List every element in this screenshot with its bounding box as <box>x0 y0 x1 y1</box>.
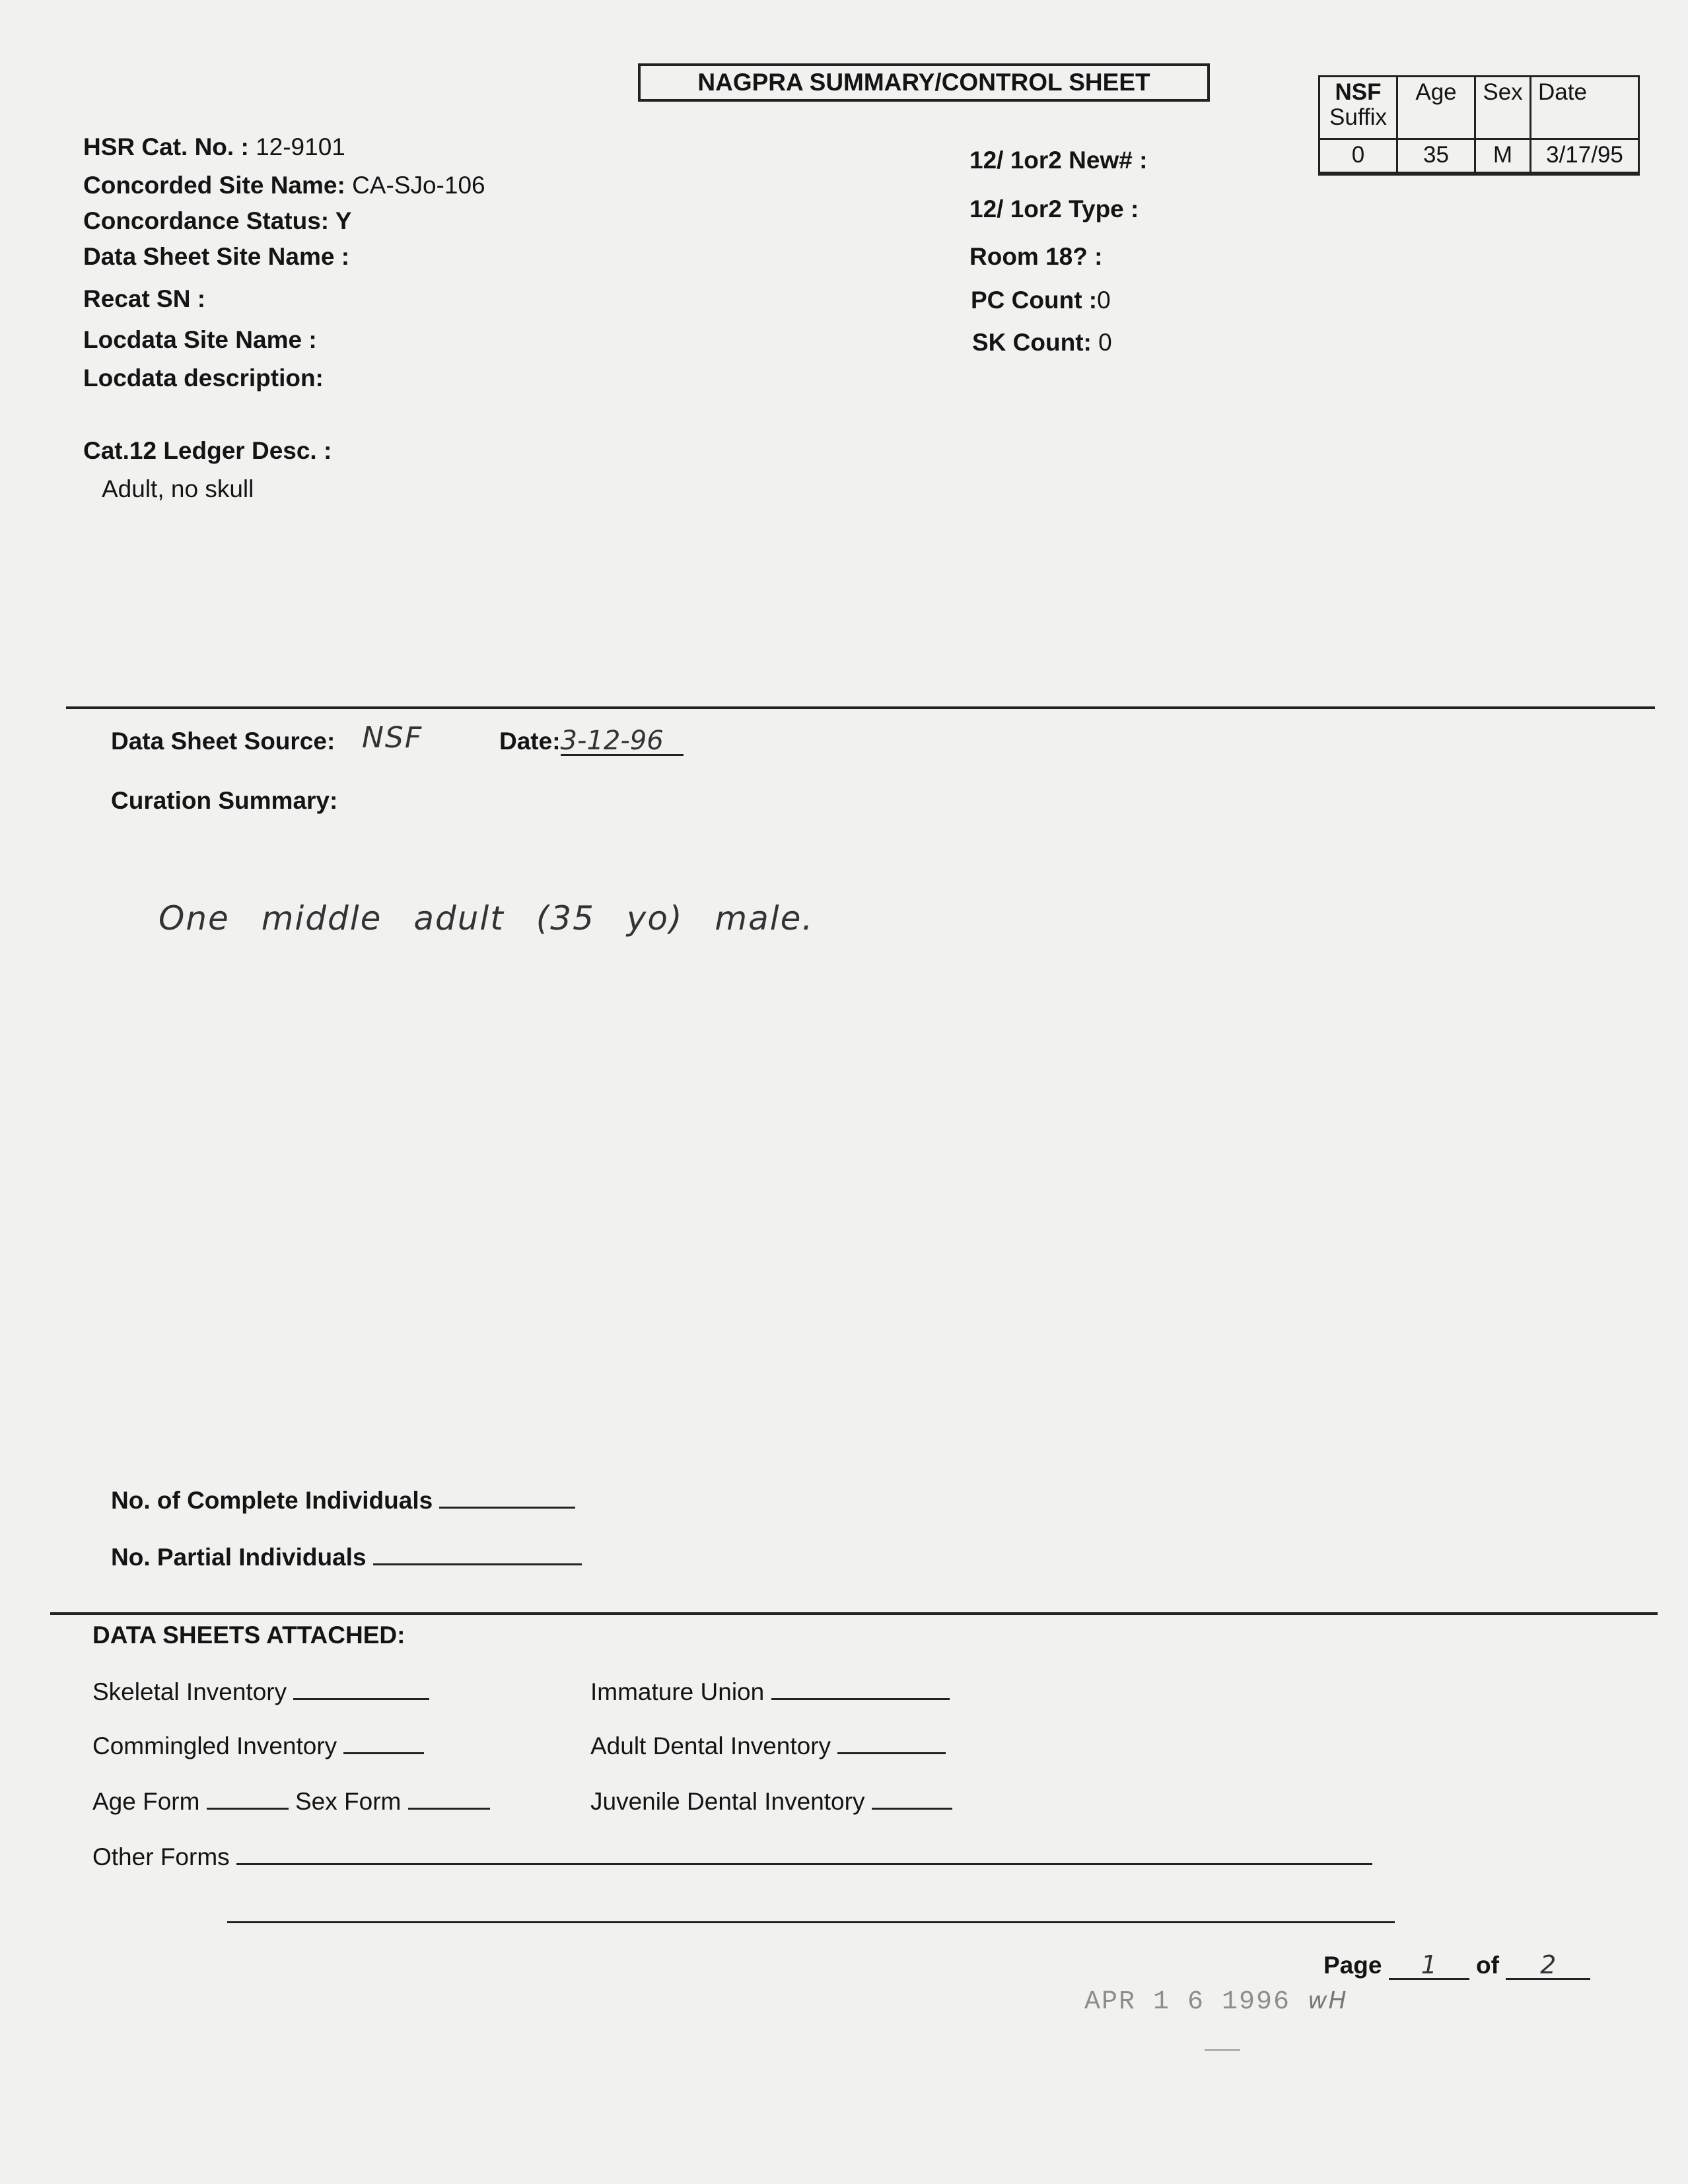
of-label: of <box>1476 1952 1499 1979</box>
pc-count-value: 0 <box>1097 287 1111 314</box>
source-date-field <box>499 728 684 756</box>
date-value: 3/17/95 <box>1531 139 1639 174</box>
juvenile-dental-label: Juvenile Dental Inventory <box>590 1788 865 1815</box>
hsr-cat-field <box>83 133 345 161</box>
partial-individuals-blank <box>373 1563 582 1565</box>
source-date-value: 3-12-96 <box>561 728 684 756</box>
sk-count-label: SK Count: <box>972 329 1092 356</box>
partial-individuals-label: No. Partial Individuals <box>111 1544 367 1571</box>
adult-dental-blank <box>837 1752 946 1754</box>
adult-dental-field <box>590 1732 946 1760</box>
received-date-stamp <box>1084 1987 1348 2017</box>
sex-form-label: Sex Form <box>295 1788 402 1815</box>
sk-count-field <box>972 329 1112 357</box>
room-18-label: Room 18? : <box>969 243 1103 270</box>
age-sex-form-field <box>92 1788 490 1816</box>
ledger-desc-label: Cat.12 Ledger Desc. : <box>83 437 332 464</box>
other-forms-blank <box>236 1862 1372 1865</box>
page-title: NAGPRA SUMMARY/CONTROL SHEET <box>638 63 1210 102</box>
data-sheet-source-label: Data Sheet Source: <box>111 728 335 755</box>
concorded-site-value: CA-SJo-106 <box>352 172 485 199</box>
commingled-inventory-field <box>92 1732 424 1760</box>
age-form-label: Age Form <box>92 1788 200 1815</box>
page-label: Page <box>1323 1952 1382 1979</box>
locdata-site-name-label: Locdata Site Name : <box>83 326 317 353</box>
age-value: 35 <box>1397 139 1475 174</box>
age-header <box>1397 77 1475 139</box>
date-header-text: Date <box>1538 79 1587 105</box>
other-forms-blank-2 <box>227 1921 1395 1923</box>
concorded-site-field <box>83 172 485 199</box>
immature-union-blank <box>771 1697 950 1700</box>
type-label: 12/ 1or2 Type : <box>969 195 1139 222</box>
new-number-label: 12/ 1or2 New# : <box>969 147 1148 174</box>
nsf-summary-table <box>1318 75 1640 176</box>
data-sheet-source-value: NSF <box>362 721 423 755</box>
commingled-inventory-label: Commingled Inventory <box>92 1732 337 1759</box>
sk-count-value: 0 <box>1098 329 1112 356</box>
nsf-suffix-header <box>1319 77 1397 139</box>
curation-summary-label: Curation Summary: <box>111 787 338 814</box>
nsf-header-line1: NSF <box>1335 79 1382 105</box>
age-header-text: Age <box>1415 79 1457 105</box>
data-sheets-attached-heading: DATA SHEETS ATTACHED: <box>92 1621 405 1649</box>
stamp-mark <box>1205 2049 1240 2051</box>
other-forms-field <box>92 1843 1372 1871</box>
page-value: 1 <box>1389 1952 1469 1980</box>
page-total-value: 2 <box>1506 1952 1590 1980</box>
nsf-suffix-value: 0 <box>1319 139 1397 174</box>
pc-count-label: PC Count : <box>971 287 1098 314</box>
other-forms-label: Other Forms <box>92 1843 230 1870</box>
recat-sn-label: Recat SN : <box>83 285 206 312</box>
juvenile-dental-field <box>590 1788 952 1816</box>
section-divider <box>66 706 1655 709</box>
sex-header <box>1475 77 1531 139</box>
nsf-table-value-row <box>1319 139 1639 174</box>
page-number-field <box>1323 1952 1590 1980</box>
complete-individuals-blank <box>439 1506 575 1509</box>
immature-union-field <box>590 1678 950 1706</box>
nsf-table-header-row <box>1319 77 1639 139</box>
skeletal-inventory-label: Skeletal Inventory <box>92 1678 287 1705</box>
concordance-status-field <box>83 207 351 235</box>
age-form-blank <box>207 1807 289 1810</box>
nsf-header-line2: Suffix <box>1329 104 1387 130</box>
sex-header-text: Sex <box>1483 79 1523 105</box>
commingled-inventory-blank <box>343 1752 424 1754</box>
ledger-desc-value: Adult, no skull <box>102 475 254 502</box>
skeletal-inventory-blank <box>293 1697 429 1700</box>
concordance-status-label: Concordance Status: <box>83 207 330 234</box>
hsr-cat-value: 12-9101 <box>256 133 345 160</box>
sex-value: M <box>1475 139 1531 174</box>
stamp-date: APR 1 6 1996 <box>1084 1987 1291 2017</box>
hsr-cat-label: HSR Cat. No. : <box>83 133 249 160</box>
complete-individuals-field <box>111 1487 575 1515</box>
adult-dental-label: Adult Dental Inventory <box>590 1732 831 1759</box>
date-header <box>1531 77 1639 139</box>
stamp-initials: wH <box>1308 1987 1348 2014</box>
juvenile-dental-blank <box>872 1807 952 1810</box>
section-divider-2 <box>50 1612 1658 1615</box>
immature-union-label: Immature Union <box>590 1678 765 1705</box>
locdata-description-label: Locdata description: <box>83 364 324 392</box>
source-date-label: Date: <box>499 728 561 755</box>
pc-count-field <box>971 287 1111 314</box>
data-sheet-site-name-label: Data Sheet Site Name : <box>83 243 350 270</box>
curation-summary-text: One middle adult (35 yo) male. <box>158 899 814 938</box>
sex-form-blank <box>408 1807 490 1810</box>
complete-individuals-label: No. of Complete Individuals <box>111 1487 433 1514</box>
skeletal-inventory-field <box>92 1678 429 1706</box>
concorded-site-label: Concorded Site Name: <box>83 172 345 199</box>
partial-individuals-field <box>111 1544 582 1571</box>
concordance-status-value: Y <box>335 207 352 234</box>
